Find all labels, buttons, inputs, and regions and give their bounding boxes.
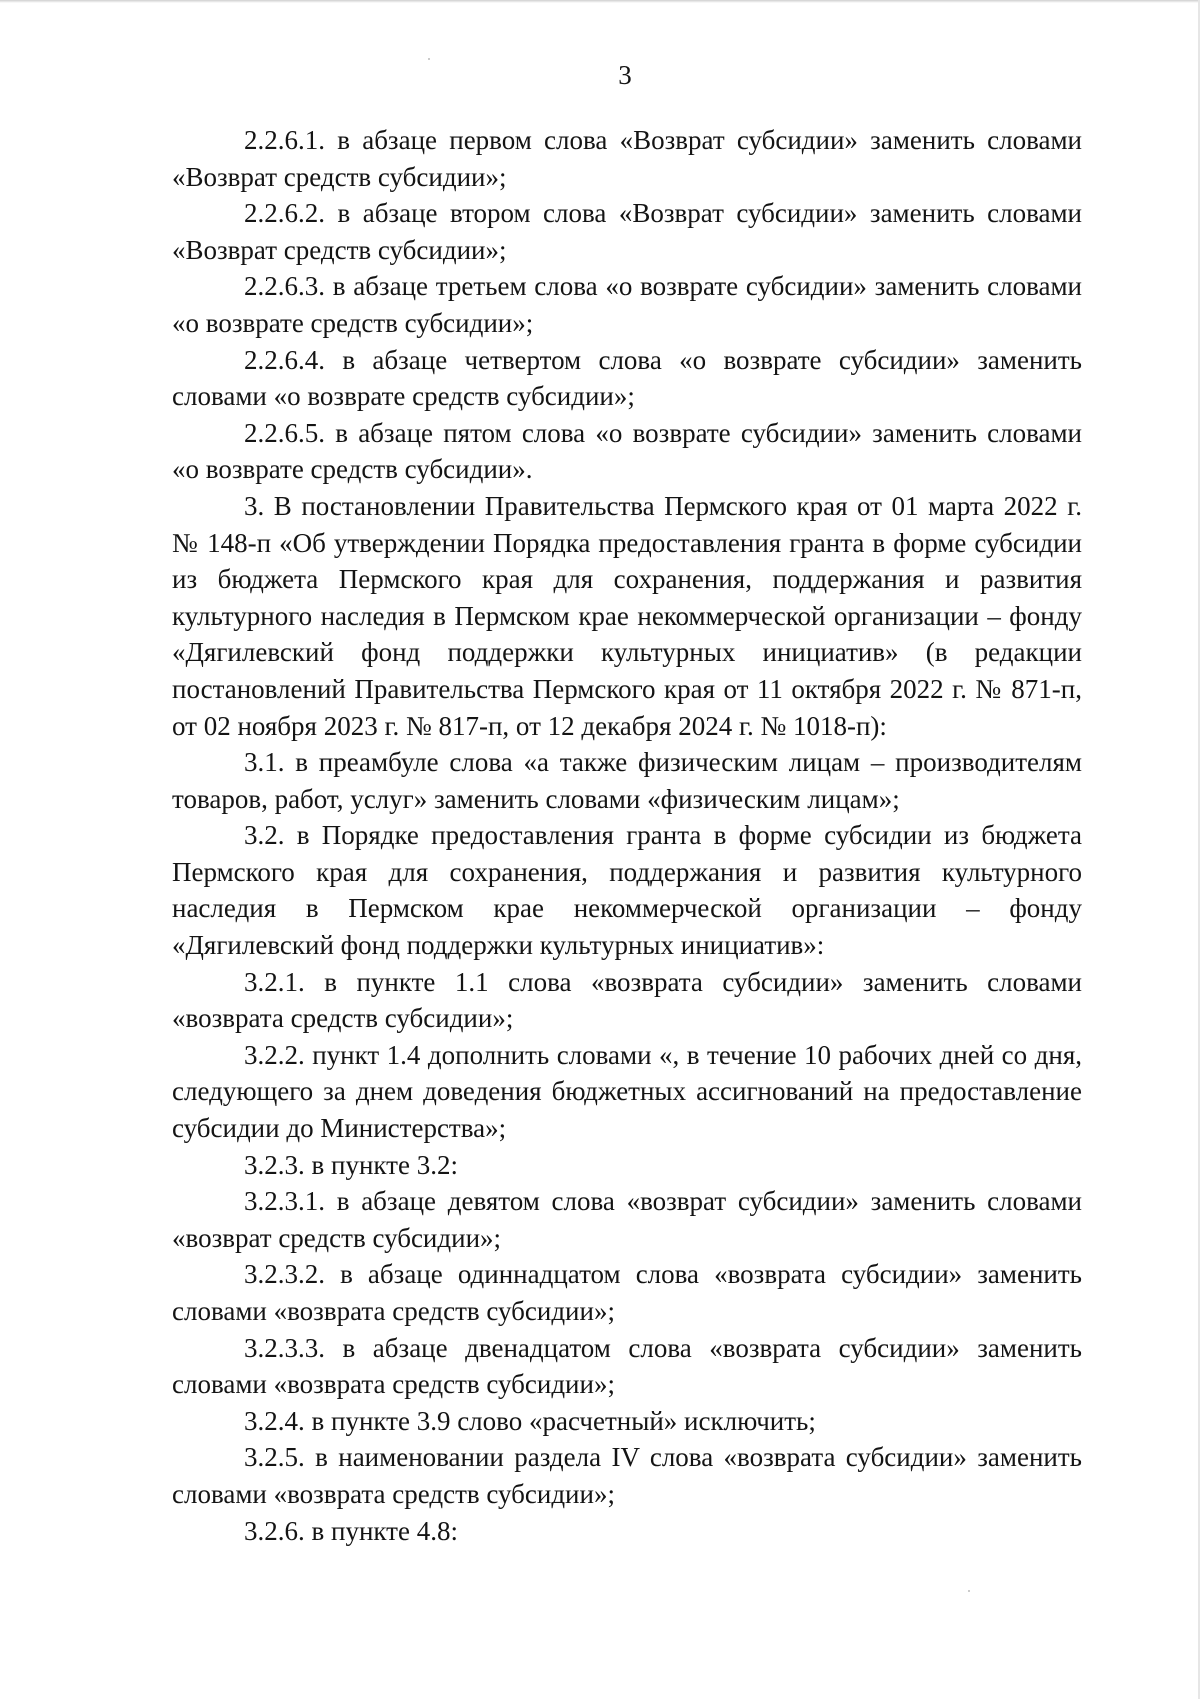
- paragraph-3-2-4: 3.2.4. в пункте 3.9 слово «расчетный» исключить;: [244, 1405, 816, 1436]
- paragraph-2-2-6-1: 2.2.6.1. в абзаце первом слова «Возврат субсидии» заменить словами «Возврат средств субсидии»;: [172, 125, 1082, 192]
- paragraph-3-2-3: 3.2.3. в пункте 3.2:: [244, 1149, 458, 1180]
- paragraph-2-2-6-4: 2.2.6.4. в абзаце четвертом слова «о возврате субсидии» заменить словами «о возврате средств субсидии»;: [172, 344, 1082, 412]
- paragraph-3: 3. В постановлении Правительства Пермского края от 01 марта 2022 г. № 148-п «Об утверждении Порядка предоставления гранта в форме субсидии из бюджета Пермского края для сохранения, поддержания и развития культурного наследия в Пермском крае некоммерческой организации – фонду «Дягилевский фонд поддержки культурных инициатив» (в редакции постановлений Правительства Пермского края от 11 октября 2022 г. № 871-п, от 02 ноября 2023 г. № 817-п, от 12 декабря 2024 г. № 1018-п):: [172, 490, 1082, 741]
- paragraph-2-2-6-5: 2.2.6.5. в абзаце пятом слова «о возврате субсидии» заменить словами «о возврате средств субсидии».: [172, 417, 1082, 485]
- paragraph-3-2-3-3: 3.2.3.3. в абзаце двенадцатом слова «возврата субсидии» заменить словами «возврата средств субсидии»;: [172, 1332, 1082, 1400]
- paragraph-3-2: 3.2. в Порядке предоставления гранта в форме субсидии из бюджета Пермского края для сохранения, поддержания и развития культурного наследия в Пермском крае некоммерческой организации – фонду «Дягилевский фонд поддержки культурных инициатив»:: [172, 820, 1082, 961]
- paragraph-3-2-6: 3.2.6. в пункте 4.8:: [244, 1515, 458, 1546]
- paragraph-3-2-1: 3.2.1. в пункте 1.1 слова «возврата субсидии» заменить словами «возврата средств субсидии»;: [172, 966, 1082, 1034]
- document-body: [172, 122, 1082, 1549]
- paragraph-3-2-5: 3.2.5. в наименовании раздела IV слова «возврата субсидии» заменить словами «возврата средств субсидии»;: [172, 1442, 1082, 1509]
- paragraph-3-2-2: 3.2.2. пункт 1.4 дополнить словами «, в течение 10 рабочих дней со дня, следующего за днем доведения бюджетных ассигнований на предоставление субсидии до Министерства»;: [172, 1039, 1082, 1144]
- paragraph-2-2-6-2: 2.2.6.2. в абзаце втором слова «Возврат субсидии» заменить словами «Возврат средств субсидии»;: [172, 198, 1082, 265]
- paragraph-3-2-3-1: 3.2.3.1. в абзаце девятом слова «возврат субсидии» заменить словами «возврат средств субсидии»;: [172, 1186, 1082, 1253]
- paragraph-3-1: 3.1. в преамбуле слова «а также физическим лицам – производителям товаров, работ, услуг» заменить словами «физическим лицам»;: [172, 747, 1082, 814]
- paragraph-3-2-3-2: 3.2.3.2. в абзаце одиннадцатом слова «возврата субсидии» заменить словами «возврата средств субсидии»;: [172, 1259, 1082, 1326]
- paragraph-2-2-6-3: 2.2.6.3. в абзаце третьем слова «о возврате субсидии» заменить словами «о возврате средств субсидии»;: [172, 271, 1082, 338]
- scan-speck: [968, 1590, 970, 1592]
- scan-top-edge: [0, 0, 1200, 3]
- page-number: 3: [618, 60, 632, 90]
- scan-speck: [428, 58, 430, 60]
